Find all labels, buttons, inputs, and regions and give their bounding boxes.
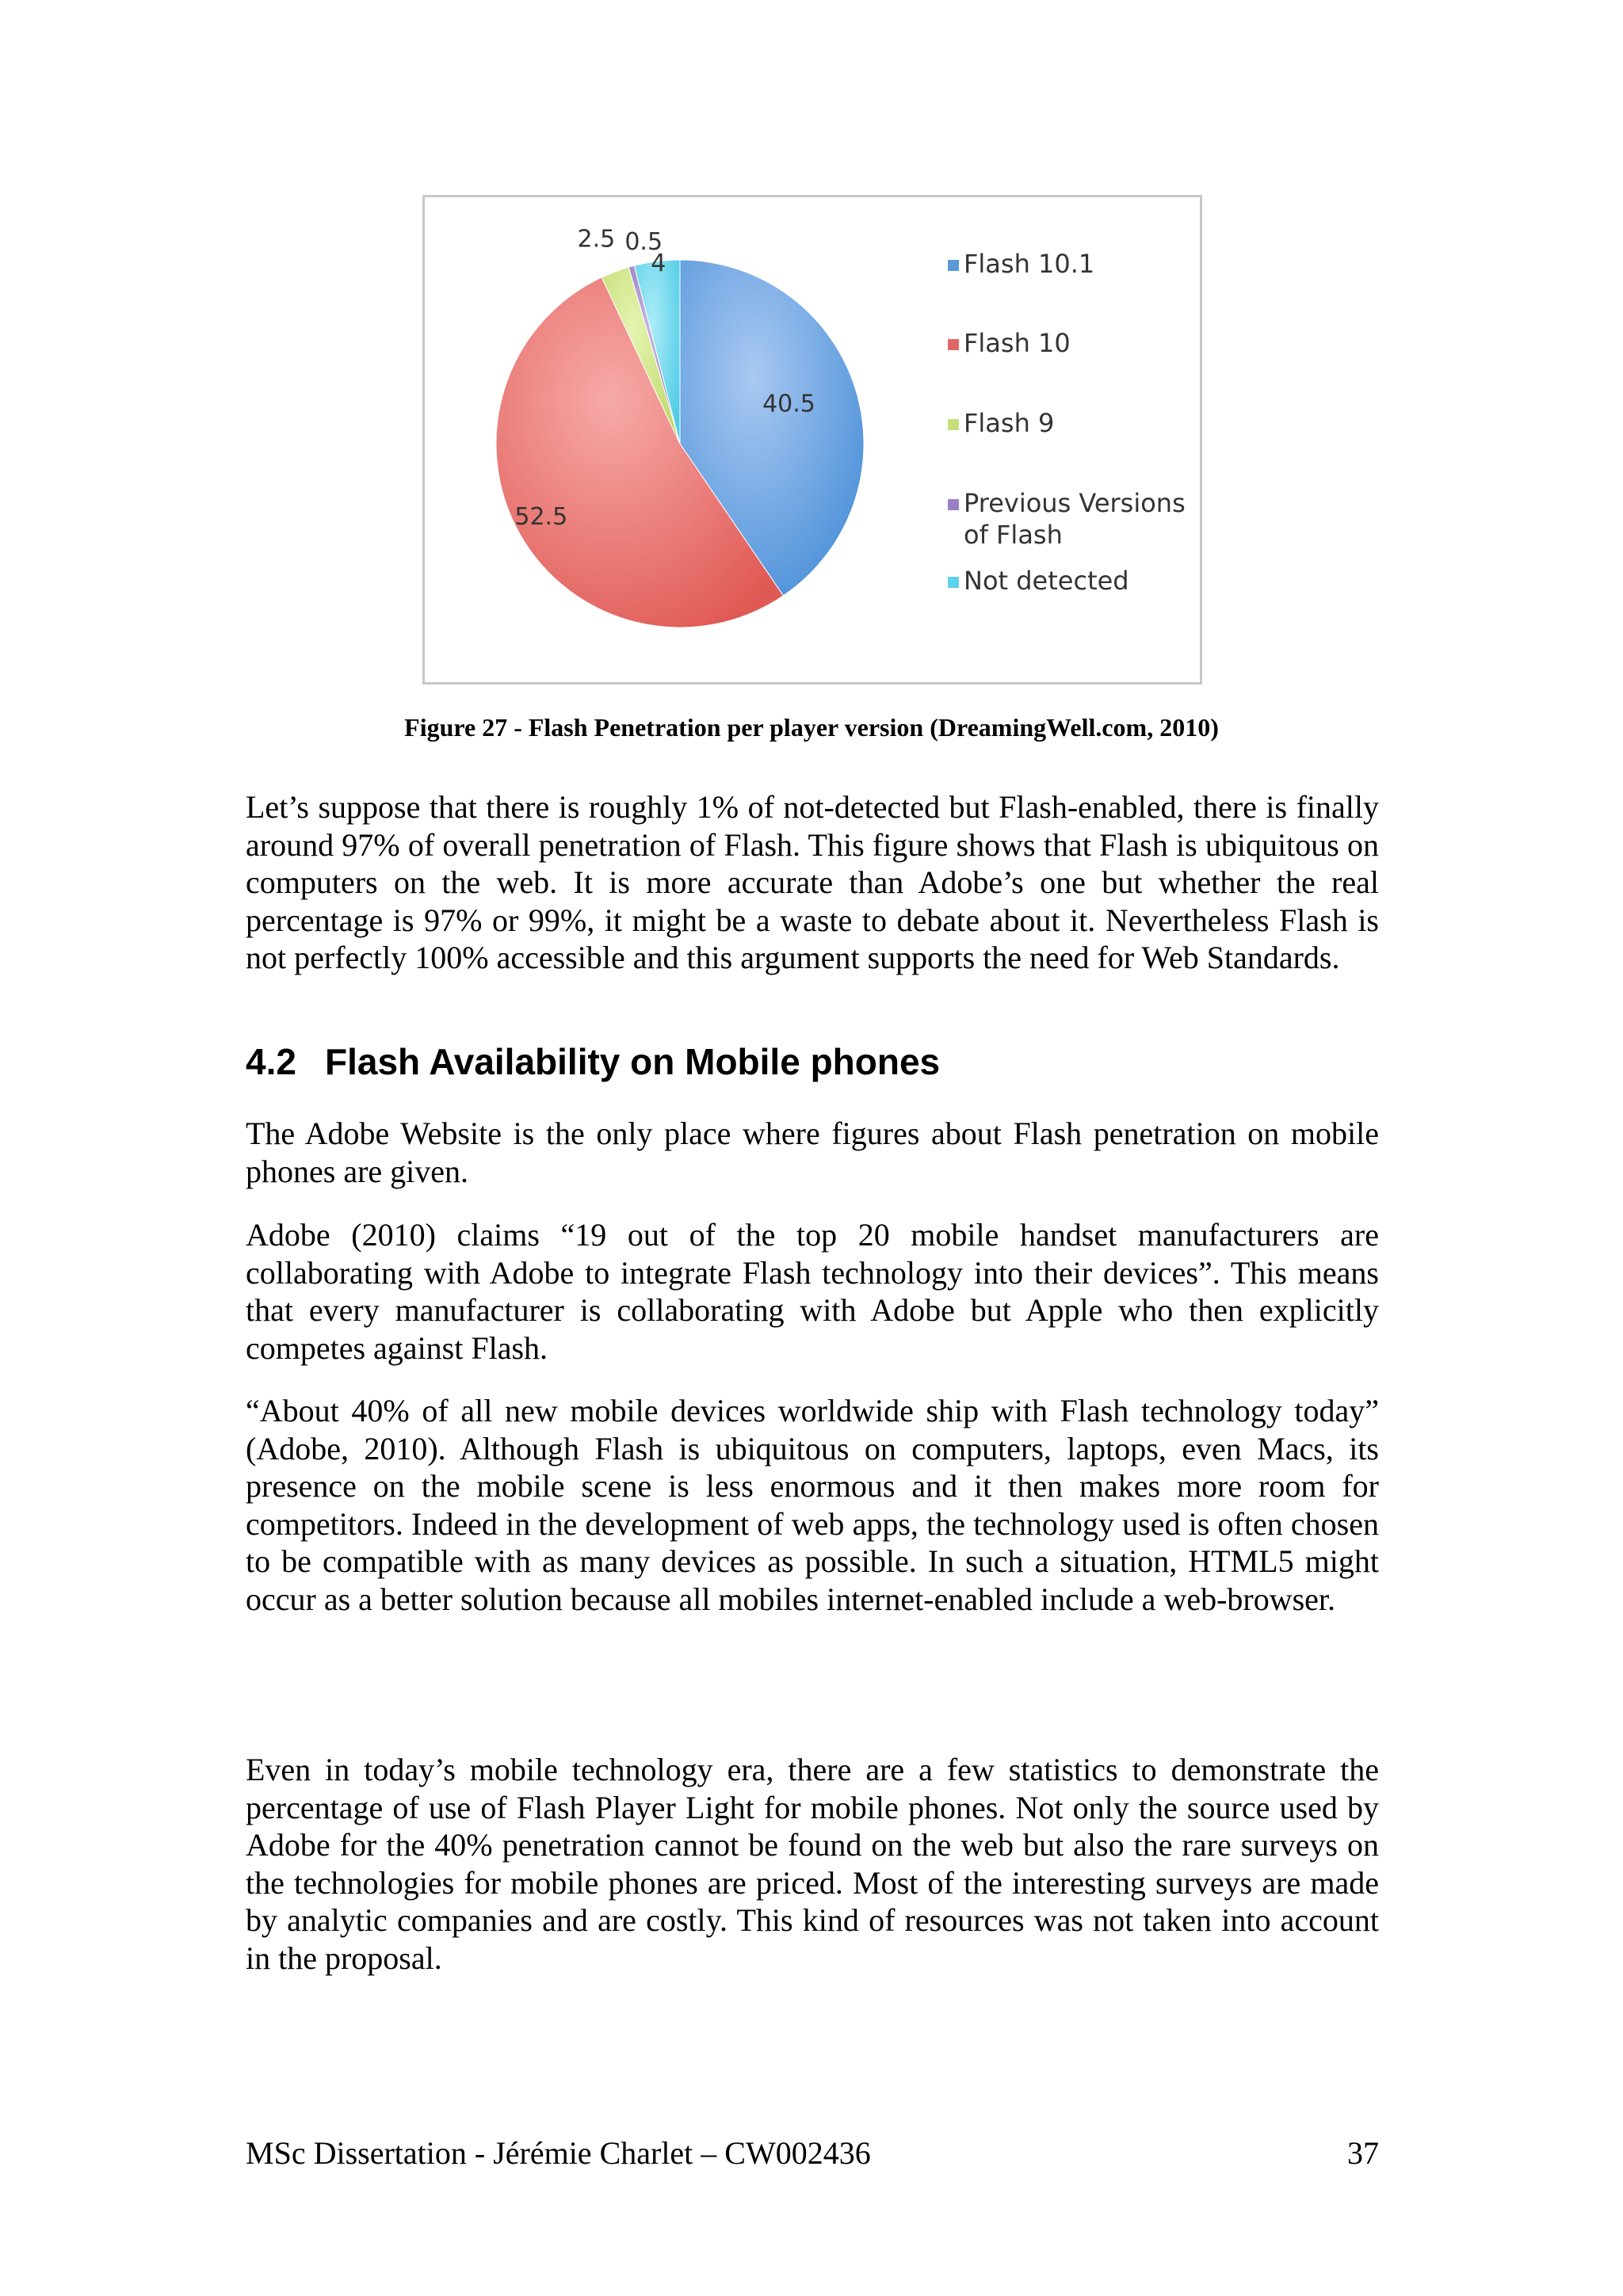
legend-label-4: of Flash	[964, 520, 1063, 550]
pie-chart	[425, 197, 1205, 687]
section-heading	[246, 1040, 940, 1083]
paragraph-statistics: Even in today’s mobile technology era, there are a few statistics to demonstrate the percentage of use of Flash Player Light for mobile phones. Not only the source used by Adobe for the 40% penetration cannot be found on the web but also the rare surveys on the technologies for mobile phones are priced. Most of the interesting surveys are made by analytic companies and are costly. This kind of resources was not taken into account in the proposal.	[246, 1752, 1379, 1976]
legend-label-3: Previous Versions	[964, 488, 1186, 518]
legend-swatch-1	[948, 339, 959, 350]
data-label-0: 40.5	[762, 390, 815, 418]
pie-chart-figure	[422, 195, 1202, 685]
data-label-2: 2.5	[577, 225, 616, 254]
legend-swatch-0	[948, 260, 959, 271]
section-number: 4.2	[246, 1041, 296, 1082]
data-label-3: 0.5	[624, 227, 663, 256]
paragraph-flash-penetration: Let’s suppose that there is roughly 1% of not-detected but Flash-enabled, there is finally around 97% of overall penetration of Flash. This figure shows that Flash is ubiquitous on computers on the web. It is more accurate than Adobe’s one but whether the real percentage is 97% or 99%, it might be a waste to debate about it. Nevertheless Flash is not perfectly 100% accessible and this argument supports the need for Web Standards.	[246, 789, 1379, 975]
legend-swatch-2	[948, 419, 959, 430]
paragraph-adobe-claims: Adobe (2010) claims “19 out of the top 20 mobile handset manufacturers are collaborating with Adobe to integrate Flash technology into their devices”. This means that every manufacturer is collaborating with Adobe but Apple who then explicitly competes against Flash.	[246, 1217, 1379, 1366]
data-label-4: 4	[651, 249, 666, 277]
legend-label-2: Flash 9	[964, 408, 1055, 438]
paragraph-mobile-devices: “About 40% of all new mobile devices worldwide ship with Flash technology today” (Adobe, 2010). Although Flash is ubiquitous on computers, laptops, even Macs, its presence on the mobile scene is less enormous and it then makes more room for competitors. Indeed in the development of web apps, the technology used is often chosen to be compatible with as many devices as possible. In such a situation, HTML5 might occur as a better solution because all mobiles internet-enabled include a web-browser.	[246, 1393, 1379, 1617]
legend-swatch-4	[948, 577, 959, 588]
legend-label-0: Flash 10.1	[964, 249, 1095, 279]
legend-swatch-3	[948, 499, 959, 510]
legend-label-5: Not detected	[964, 566, 1129, 596]
figure-caption: Figure 27 - Flash Penetration per player version (DreamingWell.com, 2010)	[404, 713, 1219, 742]
footer-author: MSc Dissertation - Jérémie Charlet – CW002436	[246, 2135, 871, 2171]
legend-label-1: Flash 10	[964, 328, 1071, 358]
page-number: 37	[1347, 2135, 1379, 2171]
section-title: Flash Availability on Mobile phones	[325, 1041, 941, 1082]
paragraph-adobe-website: The Adobe Website is the only place where figures about Flash penetration on mobile phones are given.	[246, 1116, 1379, 1189]
data-label-1: 52.5	[514, 502, 568, 531]
